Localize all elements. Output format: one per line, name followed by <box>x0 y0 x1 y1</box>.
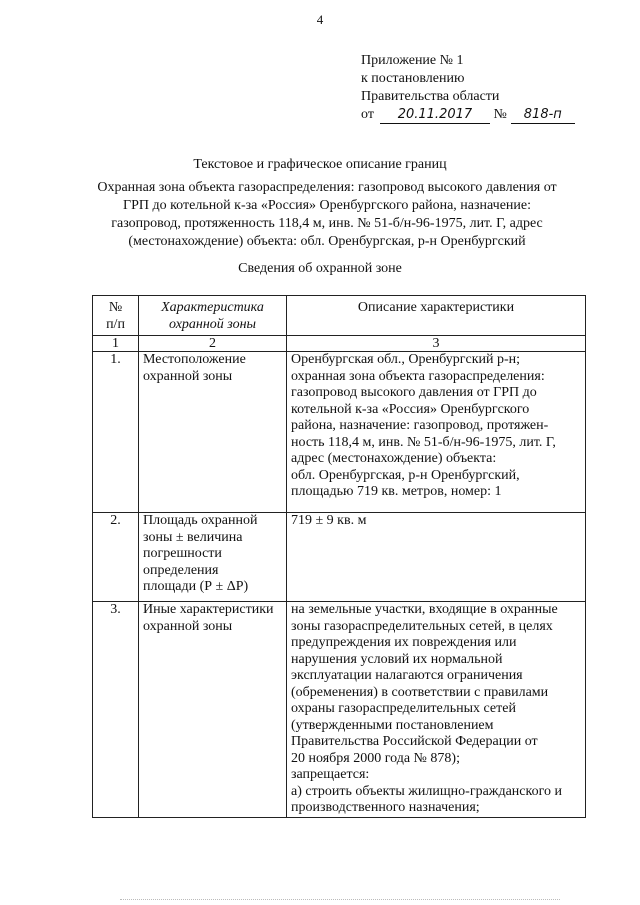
row-number: 2. <box>93 513 139 602</box>
scan-artifact-divider <box>120 899 560 902</box>
header-num: № п/п <box>93 296 139 336</box>
appendix-line-2: к постановлению <box>361 71 465 86</box>
appendix-block <box>361 52 575 124</box>
document-title: Текстовое и графическое описание границ <box>193 157 447 172</box>
object-description-line: ГРП до котельной к-за «Россия» Оренбургского района, назначение: <box>122 198 532 213</box>
column-index: 2 <box>139 336 287 352</box>
row-description: на земельные участки, входящие в охранные зоны газораспределительных сетей, в целях предупреждения их повреждения или нарушения условий их нормальной эксплуатации налагаются ограничения (обременения) в соответствии с правилами охраны газораспределительных сетей (утвержденными постановлением Правительства Российской Федерации от 20 ноября 2000 года № 878); запрещается: а) строить объекты жилищно-гражданского и производственного назначения; <box>287 602 586 818</box>
table-row <box>93 352 586 513</box>
row-characteristic: Иные характеристики охранной зоны <box>139 602 287 818</box>
date-prefix: от <box>361 107 374 122</box>
number-prefix: № <box>493 107 507 122</box>
appendix-line-3: Правительства области <box>361 89 500 104</box>
object-description-line: Охранная зона объекта газораспределения: газопровод высокого давления от <box>97 180 557 195</box>
table-header-row <box>93 296 586 336</box>
row-description: 719 ± 9 кв. м <box>287 513 586 602</box>
row-description: Оренбургская обл., Оренбургский р-н; охранная зона объекта газораспределения: газопровод высокого давления от ГРП до котельной к-за «Россия» Оренбургского района, назначение: газопровод, протяжен- ность 118,4 м, инв. № 51-б/н-96-1975, лит. Г, адрес (местонахождение) объекта: обл. Оренбургская, р-н Оренбургский, площадью 719 кв. метров, номер: 1 <box>287 352 586 513</box>
section-title: Сведения об охранной зоне <box>238 261 402 276</box>
column-index: 3 <box>287 336 586 352</box>
page-number: 4 <box>316 12 324 27</box>
column-index: 1 <box>93 336 139 352</box>
object-description-line: (местонахождение) объекта: обл. Оренбургская, р-н Оренбургский <box>128 234 526 249</box>
table-row <box>93 513 586 602</box>
appendix-line-1: Приложение № 1 <box>361 53 464 68</box>
table-row <box>93 602 586 818</box>
handwritten-number: 818-п <box>511 107 575 124</box>
row-characteristic: Местоположение охранной зоны <box>139 352 287 513</box>
protection-zone-table <box>92 295 586 818</box>
handwritten-date: 20.11.2017 <box>380 107 490 124</box>
header-characteristic: Характеристика охранной зоны <box>139 296 287 336</box>
row-number: 1. <box>93 352 139 513</box>
appendix-date-line <box>361 106 575 124</box>
column-index-row <box>93 336 586 352</box>
object-description <box>82 179 572 251</box>
row-number: 3. <box>93 602 139 818</box>
header-description: Описание характеристики <box>287 296 586 336</box>
row-characteristic: Площадь охранной зоны ± величина погрешности определения площади (Р ± ΔР) <box>139 513 287 602</box>
object-description-line: газопровод, протяженность 118,4 м, инв. № 51-б/н-96-1975, лит. Г, адрес <box>111 216 543 231</box>
